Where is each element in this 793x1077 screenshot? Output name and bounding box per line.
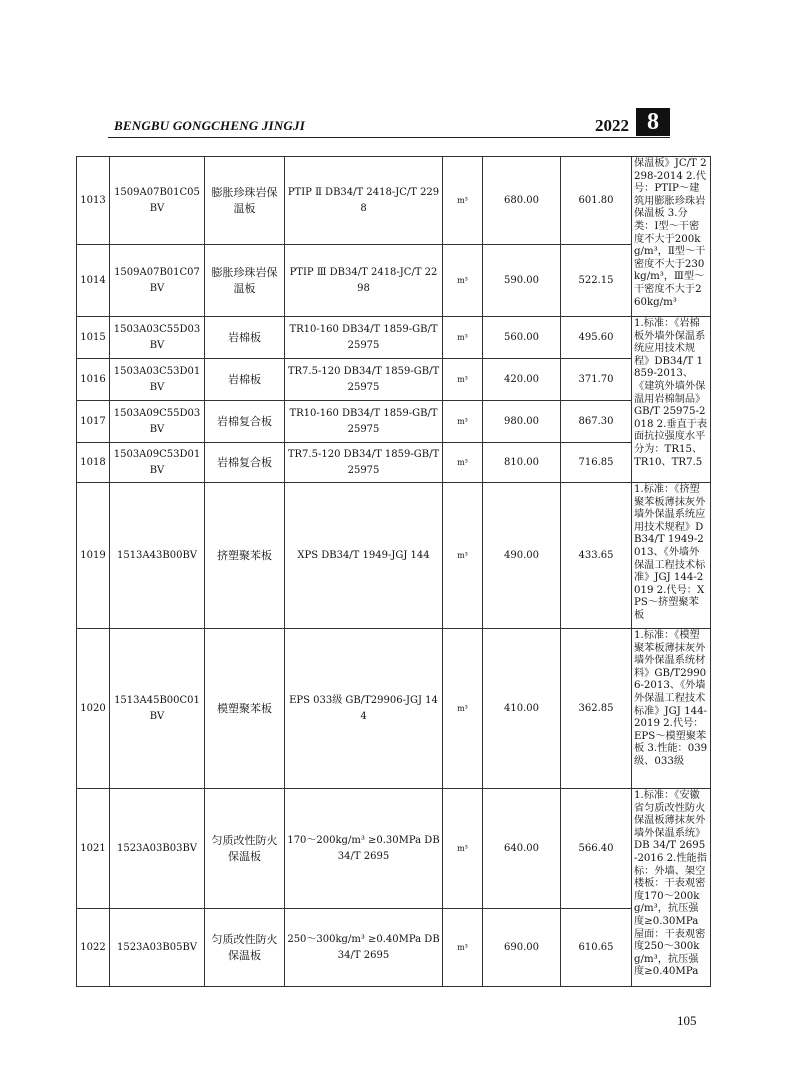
table-row xyxy=(77,443,711,483)
note-xps: 1.标准：《挤塑聚苯板薄抹灰外墙外保温系统应用技术规程》DB34/T 1949-2013、《外墙外保温工程技术标准》JGJ 144-2019 2.代号：XPS～挤塑聚苯板 xyxy=(632,483,711,629)
row-price-incl-tax: 490.00 xyxy=(483,483,561,629)
row-spec: TR7.5-120 DB34/T 1859-GB/T 25975 xyxy=(285,359,443,401)
row-price-excl-tax: 867.30 xyxy=(561,401,632,443)
row-price-excl-tax: 362.85 xyxy=(561,629,632,789)
row-name: 匀质改性防火保温板 xyxy=(205,789,285,909)
row-spec: PTIP Ⅱ DB34/T 2418-JC/T 2298 xyxy=(285,157,443,245)
row-id: 1018 xyxy=(77,443,110,483)
row-name: 模塑聚苯板 xyxy=(205,629,285,789)
issue-number: 8 xyxy=(636,108,670,136)
row-code: 1513A43B00BV xyxy=(110,483,205,629)
table-row xyxy=(77,909,711,987)
row-price-incl-tax: 810.00 xyxy=(483,443,561,483)
row-spec: PTIP Ⅲ DB34/T 2418-JC/T 2298 xyxy=(285,245,443,317)
table-row xyxy=(77,157,711,245)
table-row xyxy=(77,245,711,317)
row-id: 1020 xyxy=(77,629,110,789)
row-id: 1017 xyxy=(77,401,110,443)
row-price-incl-tax: 590.00 xyxy=(483,245,561,317)
row-name: 匀质改性防火保温板 xyxy=(205,909,285,987)
table-row xyxy=(77,359,711,401)
row-name: 挤塑聚苯板 xyxy=(205,483,285,629)
row-price-excl-tax: 371.70 xyxy=(561,359,632,401)
table-row xyxy=(77,789,711,909)
row-unit: m³ xyxy=(443,157,483,245)
row-spec: EPS 033级 GB/T29906-JGJ 144 xyxy=(285,629,443,789)
row-id: 1015 xyxy=(77,317,110,359)
table-row xyxy=(77,317,711,359)
row-price-excl-tax: 522.15 xyxy=(561,245,632,317)
row-price-incl-tax: 690.00 xyxy=(483,909,561,987)
table-row xyxy=(77,483,711,629)
row-code: 1523A03B03BV xyxy=(110,789,205,909)
row-spec: TR10-160 DB34/T 1859-GB/T 25975 xyxy=(285,317,443,359)
row-unit: m³ xyxy=(443,401,483,443)
row-name: 岩棉复合板 xyxy=(205,443,285,483)
page-number: 105 xyxy=(677,1013,697,1028)
row-price-excl-tax: 566.40 xyxy=(561,789,632,909)
note-fireproof: 1.标准：《安徽省匀质改性防火保温板薄抹灰外墙外保温系统》DB 34/T 2695-2016 2.性能指标：外墙、架空楼板：干表观密度170～200kg/m³，抗压强度≥0.30MPa 屋面：干表观密度250～300kg/m³，抗压强度≥0.40MPa xyxy=(632,789,711,987)
row-unit: m³ xyxy=(443,359,483,401)
row-spec: XPS DB34/T 1949-JGJ 144 xyxy=(285,483,443,629)
row-spec: 170～200kg/m³ ≥0.30MPa DB 34/T 2695 xyxy=(285,789,443,909)
row-price-incl-tax: 640.00 xyxy=(483,789,561,909)
issue-year: 2022 xyxy=(595,116,629,135)
row-id: 1013 xyxy=(77,157,110,245)
row-name: 岩棉板 xyxy=(205,359,285,401)
row-price-excl-tax: 495.60 xyxy=(561,317,632,359)
row-code: 1503A09C53D01BV xyxy=(110,443,205,483)
row-code: 1523A03B05BV xyxy=(110,909,205,987)
row-price-excl-tax: 716.85 xyxy=(561,443,632,483)
row-spec: TR10-160 DB34/T 1859-GB/T 25975 xyxy=(285,401,443,443)
row-code: 1503A03C55D03BV xyxy=(110,317,205,359)
note-rockwool: 1.标准：《岩棉板外墙外保温系统应用技术规程》DB34/T 1859-2013、《建筑外墙外保温用岩棉制品》GB/T 25975-2018 2.垂直于表面抗拉强度水平分为：TR15、TR10、TR7.5 xyxy=(632,317,711,483)
row-id: 1019 xyxy=(77,483,110,629)
row-id: 1022 xyxy=(77,909,110,987)
header-rule xyxy=(108,137,670,138)
table-row xyxy=(77,401,711,443)
row-code: 1503A09C55D03BV xyxy=(110,401,205,443)
row-unit: m³ xyxy=(443,789,483,909)
price-table xyxy=(76,156,711,987)
row-id: 1016 xyxy=(77,359,110,401)
row-price-incl-tax: 410.00 xyxy=(483,629,561,789)
journal-name: BENGBU GONGCHENG JINGJI xyxy=(114,118,305,133)
row-price-excl-tax: 433.65 xyxy=(561,483,632,629)
row-name: 膨胀珍珠岩保温板 xyxy=(205,157,285,245)
row-code: 1513A45B00C01BV xyxy=(110,629,205,789)
row-unit: m³ xyxy=(443,245,483,317)
row-code: 1503A03C53D01BV xyxy=(110,359,205,401)
row-id: 1021 xyxy=(77,789,110,909)
note-perlite: 保温板》JC/T 2298-2014 2.代号：PTIP～建筑用膨胀珍珠岩保温板 3.分类：Ⅰ型～干密度不大于200kg/m³，Ⅱ型～干密度不大于230kg/m³，Ⅲ型～干密度不大于260kg/m³ xyxy=(632,157,711,317)
row-price-incl-tax: 560.00 xyxy=(483,317,561,359)
row-price-incl-tax: 420.00 xyxy=(483,359,561,401)
row-name: 岩棉复合板 xyxy=(205,401,285,443)
row-price-excl-tax: 610.65 xyxy=(561,909,632,987)
row-spec: 250～300kg/m³ ≥0.40MPa DB 34/T 2695 xyxy=(285,909,443,987)
row-unit: m³ xyxy=(443,483,483,629)
row-name: 膨胀珍珠岩保温板 xyxy=(205,245,285,317)
table-row xyxy=(77,629,711,789)
row-unit: m³ xyxy=(443,317,483,359)
row-code: 1509A07B01C07BV xyxy=(110,245,205,317)
note-eps: 1.标准：《模塑聚苯板薄抹灰外墙外保温系统材料》GB/T29906-2013、《外墙外保温工程技术标准》JGJ 144-2019 2.代号：EPS～模塑聚苯板 3.性能：039级、033级 xyxy=(632,629,711,789)
row-price-incl-tax: 680.00 xyxy=(483,157,561,245)
row-name: 岩棉板 xyxy=(205,317,285,359)
row-id: 1014 xyxy=(77,245,110,317)
row-price-excl-tax: 601.80 xyxy=(561,157,632,245)
row-unit: m³ xyxy=(443,629,483,789)
row-code: 1509A07B01C05BV xyxy=(110,157,205,245)
running-header xyxy=(108,109,668,136)
row-price-incl-tax: 980.00 xyxy=(483,401,561,443)
row-unit: m³ xyxy=(443,443,483,483)
row-unit: m³ xyxy=(443,909,483,987)
row-spec: TR7.5-120 DB34/T 1859-GB/T 25975 xyxy=(285,443,443,483)
